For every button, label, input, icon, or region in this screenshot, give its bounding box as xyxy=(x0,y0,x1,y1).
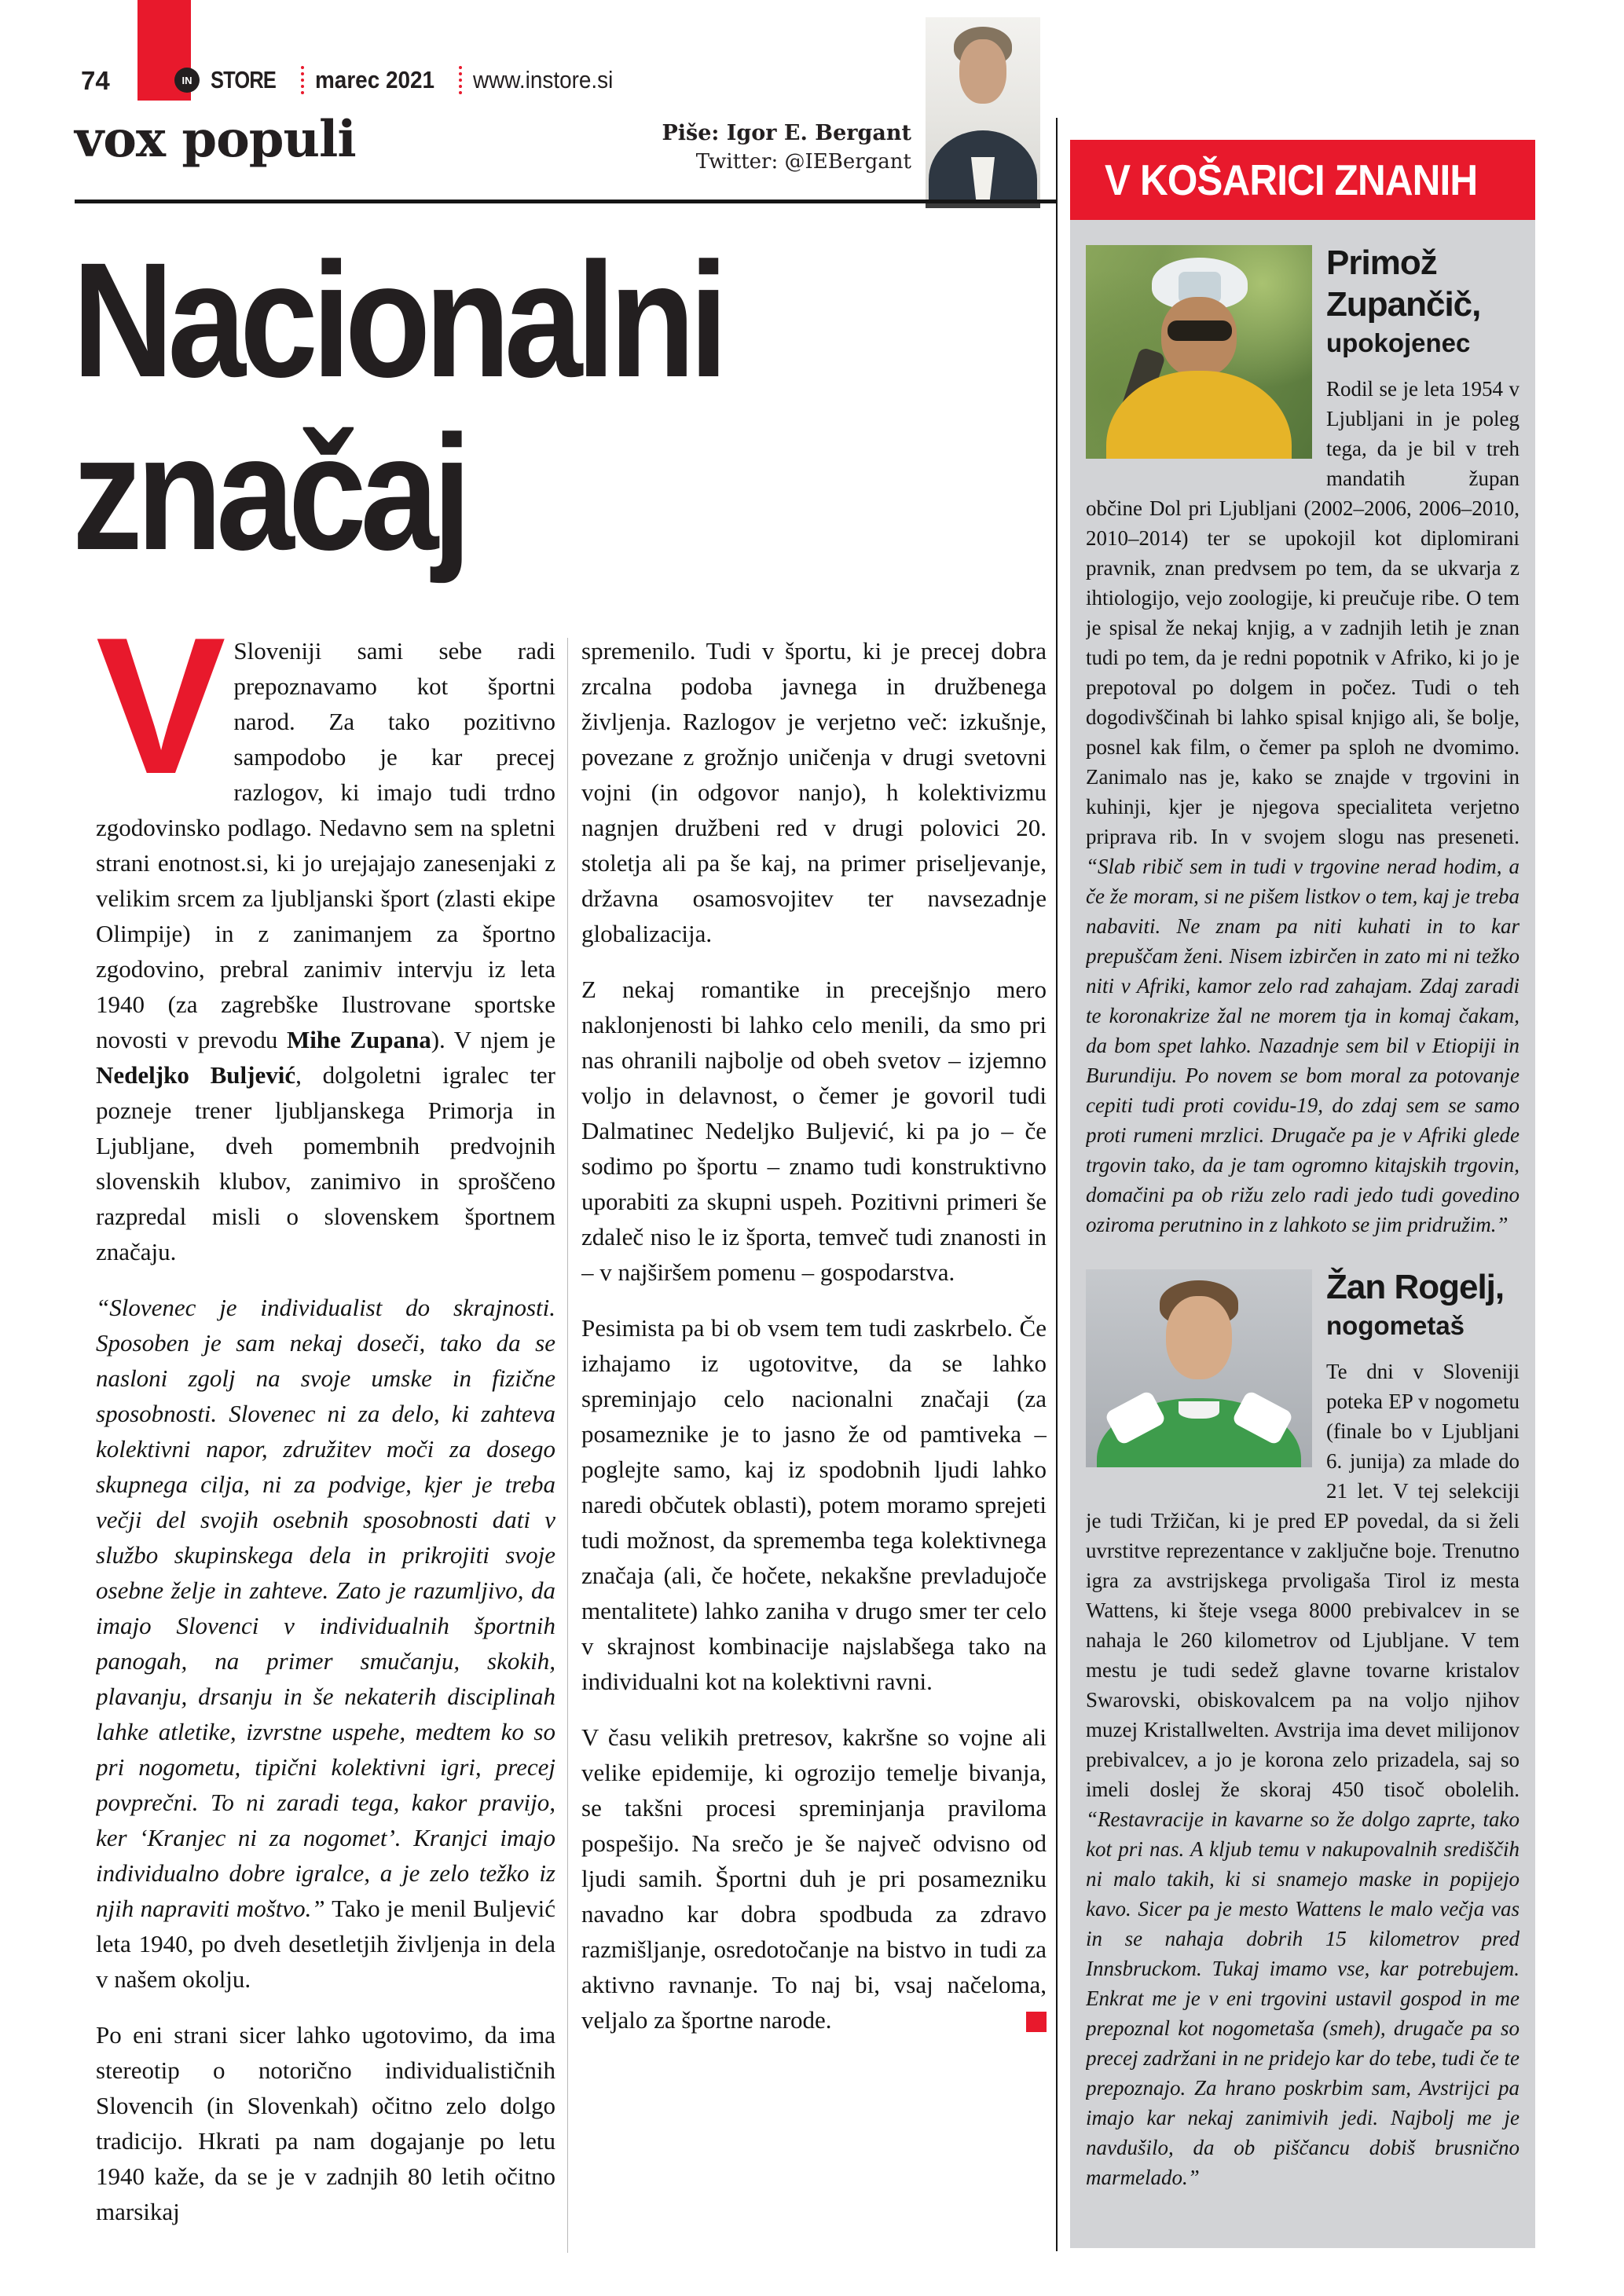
bold-name: Nedeljko Buljević xyxy=(96,1061,296,1089)
instore-logo-icon: IN xyxy=(174,68,200,93)
profile-role: nogometaš xyxy=(1326,1311,1465,1340)
header-rule xyxy=(75,200,1056,203)
profile-quote: “Slab ribič sem in tudi v trgovine nerad hodim, a če že moram, si ne pišem listkov o tem, kaj je treba nabaviti. Ne znam pa niti kuhati in to kar prepuščam ženi. Nisem izbirčen in zato mi ni težko niti v Afriki, kamor zelo rad zahajam. Zdaj zaradi te koronakrize žal ne morem tja in komaj čakam, da bom spet lahko. Nazadnje sem bil v Etiopiji in Burundiju. Po novem se bom moral za potovanje cepiti tudi proti covidu-19, do zdaj sem se samo proti rumeni mrzlici. Drugače pa je v Afriki glede trgovin tako, da je tam ogromno kitajskih trgovin, domačini pa ob rižu zelo radi jedo tudi govedino oziroma perutnino in z lahkoto se jim pridružim.” xyxy=(1086,855,1520,1236)
photo-face-shape xyxy=(1166,1296,1232,1379)
article-headline xyxy=(72,229,723,584)
drop-cap: V xyxy=(96,633,222,815)
sidebar-divider xyxy=(1056,118,1058,2251)
section-title: vox populi xyxy=(75,110,356,169)
paragraph-text: ). V njem je xyxy=(431,1026,555,1053)
paragraph: spremenilo. Tudi v športu, ki je precej dobra zrcalna podoba javnega in družbenega življenja. Razlogov je verjetno več: izkušnje, povezane z grožnjo uničenja v drugi svetovni vojni (in odgovor nanjo), h kolektivizmu nagnjen družbeni red v drugi polovici 20. stoletja ali pa še kaj, na primer priseljevanje, državna osamosvojitev ter navsezadnje globalizacija. xyxy=(581,637,1047,947)
profile-text xyxy=(1086,1357,1520,2192)
header-separator-icon xyxy=(301,66,304,94)
quote-text: “Slovenec je individualist do skrajnosti. Sposoben je sam nekaj doseči, tako da se nasloni zgolj na svoje umske in fizične sposobnosti. Slovenec ni za delo, ki zahteva kolektivni napor, združitev moči za dosego skupnega cilja, ni za podvige, kjer je treba večji del svojih osebnih sposobnosti dati v službo skupinskega dela in prikrojiti svoje osebne želje in zahteve. Zato je razumljivo, da imajo Slovenci v individualnih športnih panogah, na primer smučanju, skokih, plavanju, drsanju in še nekaterih disciplinah lahke atletike, izvrstne uspehe, medtem ko so pri nogometu, tipični kolektivni igri, precej povprečni. To ni zaradi tega, kakor pravijo, ker ‘Kranjec ni za nogomet’. Kranjci imajo individualno dobre igralce, a je zelo težko iz njih napraviti moštvo.” xyxy=(96,1294,555,1922)
profile-photo-zan xyxy=(1086,1269,1312,1467)
byline-author: Piše: Igor E. Bergant xyxy=(662,121,911,145)
sidebar-panel xyxy=(1070,220,1535,2248)
profile-primoz xyxy=(1086,242,1520,1240)
bold-name: Mihe Zupana xyxy=(286,1026,431,1053)
profile-text xyxy=(1086,374,1520,1240)
sidebar-title: V KOŠARICI ZNANIH xyxy=(1105,156,1478,204)
article-end-mark xyxy=(1026,2012,1047,2032)
paragraph xyxy=(96,633,555,1269)
article-column-2 xyxy=(581,633,1047,2254)
website-url: www.instore.si xyxy=(473,66,614,93)
profile-photo-primoz xyxy=(1086,245,1312,459)
byline-twitter: Twitter: @IEBergant xyxy=(695,150,911,174)
paragraph xyxy=(581,1719,1047,2038)
profile-quote: “Restavracije in kavarne so že dolgo zaprte, tako kot pri nas. A kljub temu v nakupovalnih središčih ni malo takih, ki si snamejo maske in popijejo kavo. Sicer pa je mesto Wattens le malo večja vas in se nahaja dobrih 15 kilometrov pred Innsbruckom. Tukaj imamo vse, kar potrebujem. Enkrat me je v eni trgovini ustavil gospod in me prepoznal kot nogometaša (smeh), drugače pa so precej zadržani in ne pridejo kar do tebe, tudi če te prepoznajo. Za hrano poskrbim sam, Avstrijci pa imajo kar nekaj zanimivih jedi. Najbolj me je navdušilo, da ob piščancu dobiš brusnično marmelado.” xyxy=(1086,1807,1520,2189)
paragraph xyxy=(96,1290,555,1997)
byline xyxy=(519,119,911,176)
issue-date: marec 2021 xyxy=(315,66,435,93)
paragraph-text: Tako je menil Buljević leta 1940, po dveh desetletjih življenja in dela v našem okolju. xyxy=(96,1895,555,1993)
photo-face-shape xyxy=(959,39,1006,104)
page-number: 74 xyxy=(81,66,110,95)
author-photo xyxy=(926,17,1040,208)
paragraph-text: Sloveniji sami sebe radi prepoznavamo kot športni narod. Za tako pozitivno sampodobo je kar precej razlogov, ki imajo tudi trdno zgodovinsko podlago. Nedavno sem na spletni strani enotnost.si, ki jo urejajajo zanesenjaki z velikim srcem za ljubljanski šport (zlasti ekipe Olimpije) in z zanimanjem za športno zgodovino, prebral zanimiv intervju iz leta 1940 (za zagrebške Ilustrovane sportske novosti v prevodu xyxy=(96,637,555,1053)
profile-zan xyxy=(1086,1266,1520,2192)
logo-store-text: STORE xyxy=(211,66,277,93)
paragraph-text: V času velikih pretresov, kakršne so vojne ali velike epidemije, ki ogrozijo temelje bivanja, se takšni procesi spreminjanja praviloma pospešijo. Na srečo je še največ odvisno od ljudi samih. Športni duh je pri posamezniku navadno kar dobra spodbuda za zdravo razmišljanje, osredotočanje na bistvo in tudi za aktivno ravnanje. To naj bi, vsaj načeloma, veljalo za športne narode. xyxy=(581,1723,1047,2034)
paragraph: Pesimista pa bi ob vsem tem tudi zaskrbelo. Če izhajamo iz ugotovitve, da se lahko spreminjajo celo nacionalni značaji (za posameznike je to jasno že od pamtiveka – poglejte samo, kaj iz spodobnih ljudi lahko naredi občutek oblasti), potem moramo sprejeti tudi možnost, da sprememba tega kolektivnega značaja (ali, če hočete, nekakšne prevladujoče mentalitete) lahko zaniha v drugo smer ter celo v skrajnost kombinacije najslabšega tako na individualni kot na kolektivni ravni. xyxy=(581,1314,1047,1695)
profile-name: Primož Zupančič, xyxy=(1326,244,1481,324)
article-column-1 xyxy=(96,633,555,2254)
paragraph: Po eni strani sicer lahko ugotovimo, da ima stereotip o notorično individualističnih Slovencih (in Slovenkah) očitno zelo dolgo tradicijo. Hkrati pa nam dogajanje po letu 1940 kaže, da se je v zadnjih 80 letih očitno marsikaj xyxy=(96,2021,555,2225)
photo-collar-shape xyxy=(1179,1401,1219,1419)
header-separator-icon xyxy=(459,66,462,94)
paragraph-text: , dolgoletni igralec ter pozneje trener ljubljanskega Primorja in Ljubljane, dveh pomembnih predvojnih slovenskih klubov, zanimivo in sproščeno razpredal misli o slovenskem športnem značaju. xyxy=(96,1061,555,1265)
photo-sunglasses-shape xyxy=(1168,320,1232,341)
headline-line-1: Nacionalni xyxy=(72,229,723,412)
masthead xyxy=(174,66,629,94)
profile-name: Žan Rogelj, xyxy=(1326,1268,1505,1306)
paragraph: Z nekaj romantike in precejšnjo mero naklonjenosti bi lahko celo menili, da smo pri nas ohranili najbolje od obeh svetov – izjemno voljo in delavnost, o čemer je govoril tudi Dalmatinec Nedeljko Buljević, ki pa jo – če sodimo po športu – znamo tudi konstruktivno uporabiti za skupni uspeh. Pozitivni primeri še zdaleč niso le iz športa, temveč tudi znanosti in – v najširšem pomenu – gospodarstva. xyxy=(581,976,1047,1286)
profile-role: upokojenec xyxy=(1326,328,1471,357)
sidebar-title-banner xyxy=(1070,140,1535,220)
profile-intro: Te dni v Sloveniji poteka EP v nogometu (finale bo v Ljubljani 6. junija) za mlade do 21 let. V tej selekciji je tudi Tržičan, ki je pred EP povedal, da si želi uvrstitve reprezentance v zaključne boje. Trenutno igra za avstrijskega prvoligaša Tirol iz mesta Wattens, ki šteje vsega 8000 prebivalcev in se nahaja le 260 kilometrov od Ljubljane. V tem mestu je tudi sedež glavne tovarne kristalov Swarovski, obiskovalcem pa na voljo njihov muzej Kristallwelten. Avstrija ima devet milijonov prebivalcev, a jo je korona zelo prizadela, saj so imeli doslej že skoraj 450 tisoč obolelih. xyxy=(1086,1360,1520,1801)
profile-intro: Rodil se je leta 1954 v Ljubljani in je poleg tega, da je bil v treh mandatih župan občine Dol pri Ljubljani (2002–2006, 2006–2010, 2010–2014) ter se upokojil kot diplomirani pravnik, znan predvsem po tem, da se ukvarja z ihtiologijo, vejo zoologije, ki preučuje ribe. O tem je spisal že nekaj knjig, a v zadnjih letih je znan tudi po tem, da je redni popotnik v Afriko, ki jo je prepotoval po dolgem in počez. Tudi o teh dogodivščinah bi lahko spisal knjigo ali, še bolje, posnel kak film, o čemer pa sploh ne dvomimo. Zanimalo nas je, kako se znajde v trgovini in kuhinji, kjer je njegova specialiteta verjetno priprava rib. In v svojem slogu nas preseneti. xyxy=(1086,377,1520,848)
headline-line-2: značaj xyxy=(72,402,466,584)
column-divider xyxy=(567,638,568,2253)
